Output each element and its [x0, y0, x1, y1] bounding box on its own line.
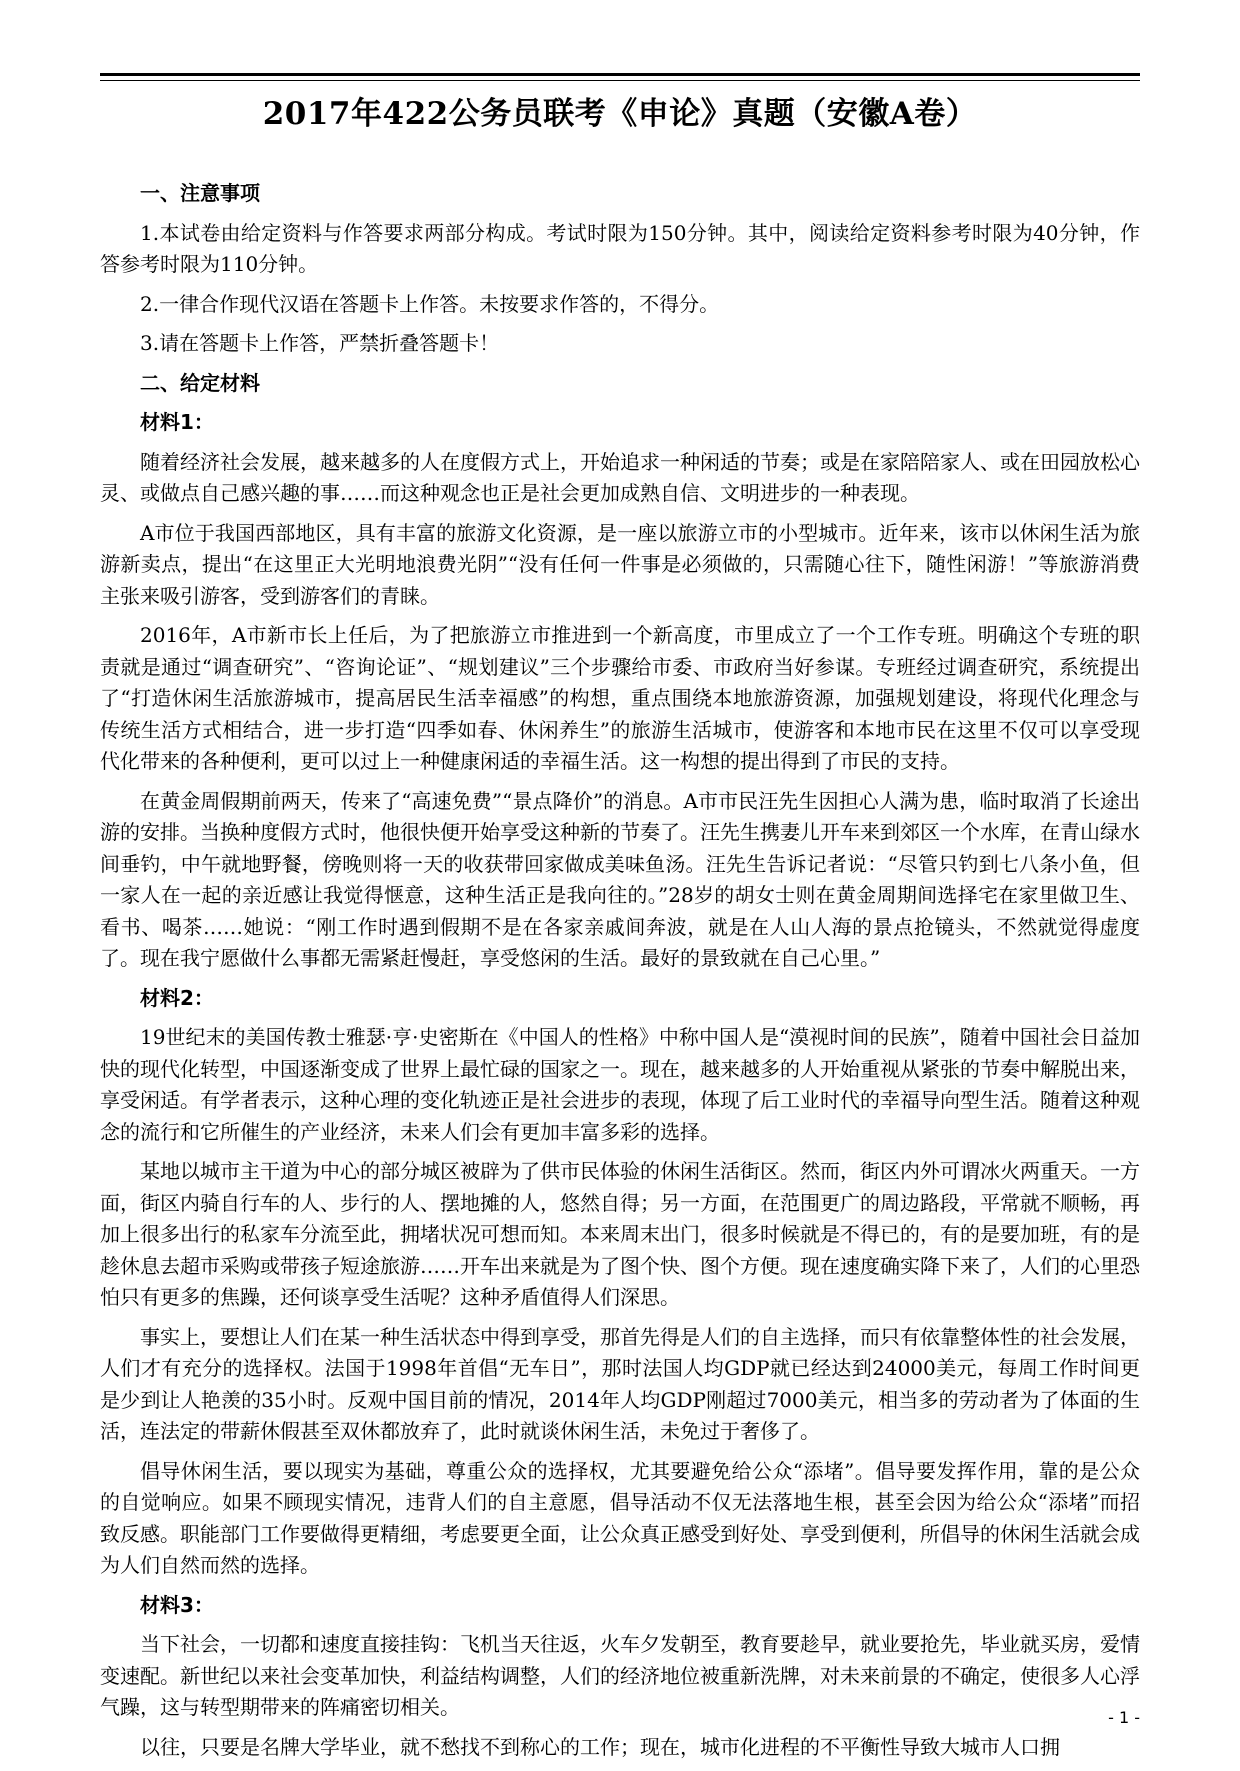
section-heading: 二、给定材料 — [140, 370, 260, 395]
paragraph: 随着经济社会发展，越来越多的人在度假方式上，开始追求一种闲适的节奏；或是在家陪陪家人、或在田园放松心灵、或做点自己感兴趣的事……而这种观念也正是社会更加成熟自信、文明进步的一种表现。 — [100, 449, 1140, 505]
material-heading: 材料1： — [140, 410, 214, 434]
header-rule-thin — [100, 80, 1140, 81]
paragraph: 19世纪末的美国传教士雅瑟·亨·史密斯在《中国人的性格》中称中国人是“漠视时间的民族”，随着中国社会日益加快的现代化转型，中国逐渐变成了世界上最忙碌的国家之一。现在，越来越多的人开始重视从紧张的节奏中解脱出来，享受闲适。有学者表示，这种心理的变化轨迹正是社会进步的表现，体现了后工业时代的幸福导向型生活。随着这种观念的流行和它所催生的产业经济，未来人们会有更加丰富多彩的选择。 — [100, 1025, 1140, 1144]
paragraph: 事实上，要想让人们在某一种生活状态中得到享受，那首先得是人们的自主选择，而只有依靠整体性的社会发展，人们才有充分的选择权。法国于1998年首倡“无车日”，那时法国人均GDP就已经达到24000美元，每周工作时间更是少到让人艳羡的35小时。反观中国目前的情况，2014年人均GDP刚超过7000美元，相当多的劳动者为了体面的生活，连法定的带薪休假甚至双休都放弃了，此时就谈休闲生活，未免过于奢侈了。 — [100, 1324, 1140, 1443]
paragraph: 2.一律合作现代汉语在答题卡上作答。未按要求作答的，不得分。 — [140, 291, 720, 316]
header-rule-thick — [100, 73, 1140, 76]
paragraph: 2016年，A市新市长上任后，为了把旅游立市推进到一个新高度，市里成立了一个工作专班。明确这个专班的职责就是通过“调查研究”、“咨询论证”、“规划建议”三个步骤给市委、市政府当好参谋。专班经过调查研究，系统提出了“打造休闲生活旅游城市，提高居民生活幸福感”的构想，重点围绕本地旅游资源，加强规划建设，将现代化理念与传统生活方式相结合，进一步打造“四季如春、休闲养生”的旅游生活城市，使游客和本地市民在这里不仅可以享受现代化带来的各种便利，更可以过上一种健康闲适的幸福生活。这一构想的提出得到了市民的支持。 — [100, 623, 1140, 773]
material-heading: 材料2： — [140, 985, 214, 1010]
paragraph: 某地以城市主干道为中心的部分城区被辟为了供市民体验的休闲生活街区。然而，街区内外可谓冰火两重天。一方面，街区内骑自行车的人、步行的人、摆地摊的人，悠然自得；另一方面，在范围更广的周边路段，平常就不顺畅，再加上很多出行的私家车分流至此，拥堵状况可想而知。本来周末出门，很多时候就是不得已的，有的是要加班，有的是趁休息去超市采购或带孩子短途旅游……开车出来就是为了图个快、图个方便。现在速度确实降下来了，人们的心里恐怕只有更多的焦躁，还何谈享受生活呢？这种矛盾值得人们深思。 — [100, 1159, 1140, 1309]
document-title: 2017年422公务员联考《申论》真题（安徽A卷） — [262, 96, 978, 132]
document-body — [100, 178, 1140, 1771]
paragraph: 3.请在答题卡上作答，严禁折叠答题卡！ — [140, 331, 500, 355]
paragraph: 1.本试卷由给定资料与作答要求两部分构成。考试时限为150分钟。其中，阅读给定资料参考时限为40分钟，作答参考时限为110分钟。 — [100, 220, 1140, 276]
paragraph: 倡导休闲生活，要以现实为基础，尊重公众的选择权，尤其要避免给公众“添堵”。倡导要发挥作用，靠的是公众的自觉响应。如果不顾现实情况，违背人们的自主意愿，倡导活动不仅无法落地生根，甚至会因为给公众“添堵”而招致反感。职能部门工作要做得更精细，考虑要更全面，让公众真正感受到好处、享受到便利，所倡导的休闲生活就会成为人们自然而然的选择。 — [100, 1458, 1140, 1577]
paragraph: 在黄金周假期前两天，传来了“高速免费”“景点降价”的消息。A市市民汪先生因担心人满为患，临时取消了长途出游的安排。当换种度假方式时，他很快便开始享受这种新的节奏了。汪先生携妻儿开车来到郊区一个水库，在青山绿水间垂钓，中午就地野餐，傍晚则将一天的收获带回家做成美味鱼汤。汪先生告诉记者说：“尽管只钓到七八条小鱼，但一家人在一起的亲近感让我觉得惬意，这种生活正是我向往的。”28岁的胡女士则在黄金周期间选择宅在家里做卫生、看书、喝茶……她说：“刚工作时遇到假期不是在各家亲戚间奔波，就是在人山人海的景点抢镜头，不然就觉得虚度了。现在我宁愿做什么事都无需紧赶慢赶，享受悠闲的生活。最好的景致就在自己心里。” — [100, 788, 1140, 970]
paragraph: A市位于我国西部地区，具有丰富的旅游文化资源，是一座以旅游立市的小型城市。近年来，该市以休闲生活为旅游新卖点，提出“在这里正大光明地浪费光阴”“没有任何一件事是必须做的，只需随心往下，随性闲游！”等旅游消费主张来吸引游客，受到游客们的青睐。 — [100, 520, 1140, 608]
page-number: - 1 - — [1108, 1708, 1140, 1727]
paragraph: 以往，只要是名牌大学毕业，就不愁找不到称心的工作；现在，城市化进程的不平衡性导致大城市人口拥 — [140, 1734, 1060, 1759]
material-heading: 材料3： — [140, 1592, 214, 1617]
paragraph: 当下社会，一切都和速度直接挂钩：飞机当天往返，火车夕发朝至，教育要趁早，就业要抢先，毕业就买房，爱情变速配。新世纪以来社会变革加快，利益结构调整，人们的经济地位被重新洗牌，对未来前景的不确定，使很多人心浮气躁，这与转型期带来的阵痛密切相关。 — [100, 1632, 1140, 1719]
section-heading: 一、注意事项 — [140, 181, 260, 205]
